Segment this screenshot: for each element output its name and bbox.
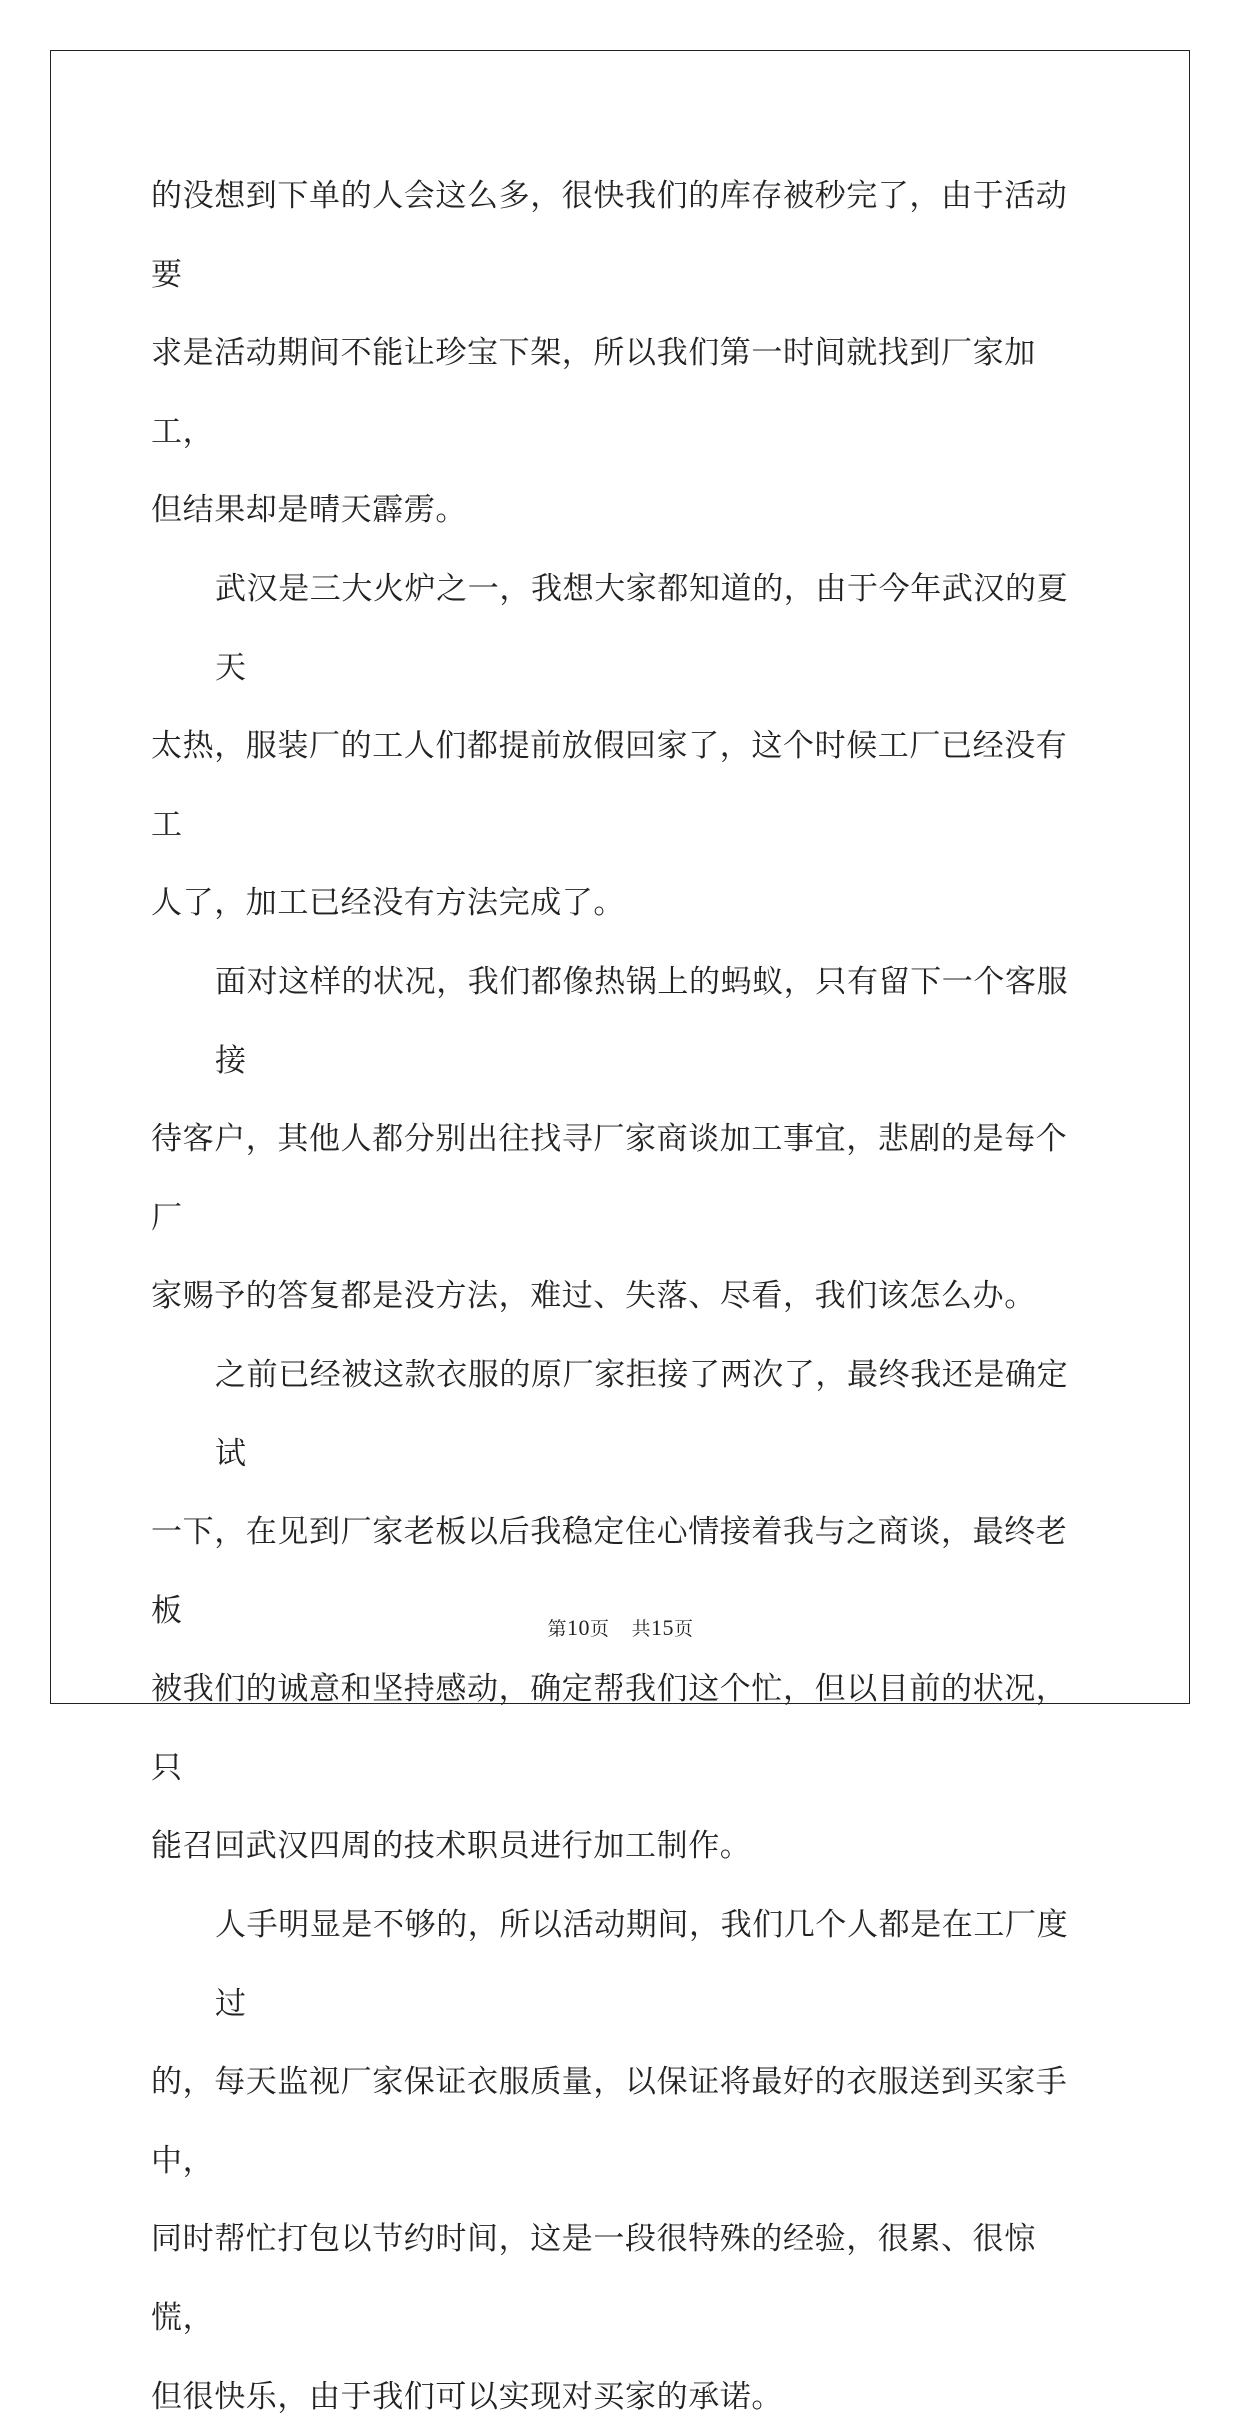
text-line: 求是活动期间不能让珍宝下架，所以我们第一时间就找到厂家加工， — [151, 335, 1036, 450]
footer-total-prefix: 共 — [631, 1618, 652, 1640]
text-line: 人了，加工已经没有方法完成了。 — [151, 885, 625, 922]
footer-page-current: 10 — [566, 1615, 590, 1640]
paragraph-start-line: 武汉是三大火炉之一，我想大家都知道的，由于今年武汉的夏天 — [215, 570, 1069, 686]
paragraph-start-line: 之前已经被这款衣服的原厂家拒接了两次了，最终我还是确定试 — [215, 1356, 1069, 1472]
text-line: 的，每天监视厂家保证衣服质量，以保证将最好的衣服送到买家手中， — [151, 2064, 1068, 2179]
text-line: 的没想到下单的人会这么多，很快我们的库存被秒完了，由于活动要 — [151, 178, 1068, 293]
document-body — [151, 157, 1091, 2436]
paragraph-start-line: 面对这样的状况，我们都像热锅上的蚂蚁，只有留下一个客服接 — [215, 963, 1069, 1079]
text-line: 但结果却是晴天霹雳。 — [151, 492, 467, 529]
text-line: 被我们的诚意和坚持感动，确定帮我们这个忙，但以目前的状况，只 — [151, 1671, 1068, 1786]
text-line: 但很快乐，由于我们可以实现对买家的承诺。 — [151, 2378, 783, 2415]
footer-page-label: 页 — [589, 1618, 610, 1640]
text-line: 能召回武汉四周的技术职员进行加工制作。 — [151, 1828, 752, 1865]
paragraph-start-line: 人手明显是不够的，所以活动期间，我们几个人都是在工厂度过 — [215, 1907, 1069, 2022]
text-line: 太热，服装厂的工人们都提前放假回家了，这个时候工厂已经没有工 — [151, 728, 1068, 843]
text-line: 一下，在见到厂家老板以后我稳定住心情接着我与之商谈，最终老板 — [151, 1514, 1068, 1629]
footer-total-label: 页 — [674, 1618, 694, 1640]
text-line: 待客户，其他人都分别出往找寻厂家商谈加工事宜，悲剧的是每个厂 — [151, 1121, 1068, 1236]
footer-page-total: 15 — [651, 1615, 675, 1640]
page-number-footer — [0, 1614, 1241, 1641]
footer-page-prefix: 第 — [547, 1618, 567, 1640]
text-line: 家赐予的答复都是没方法，难过、失落、尽看，我们该怎么办。 — [151, 1278, 1036, 1315]
text-line: 同时帮忙打包以节约时间，这是一段很特殊的经验，很累、很惊慌， — [151, 2221, 1036, 2337]
